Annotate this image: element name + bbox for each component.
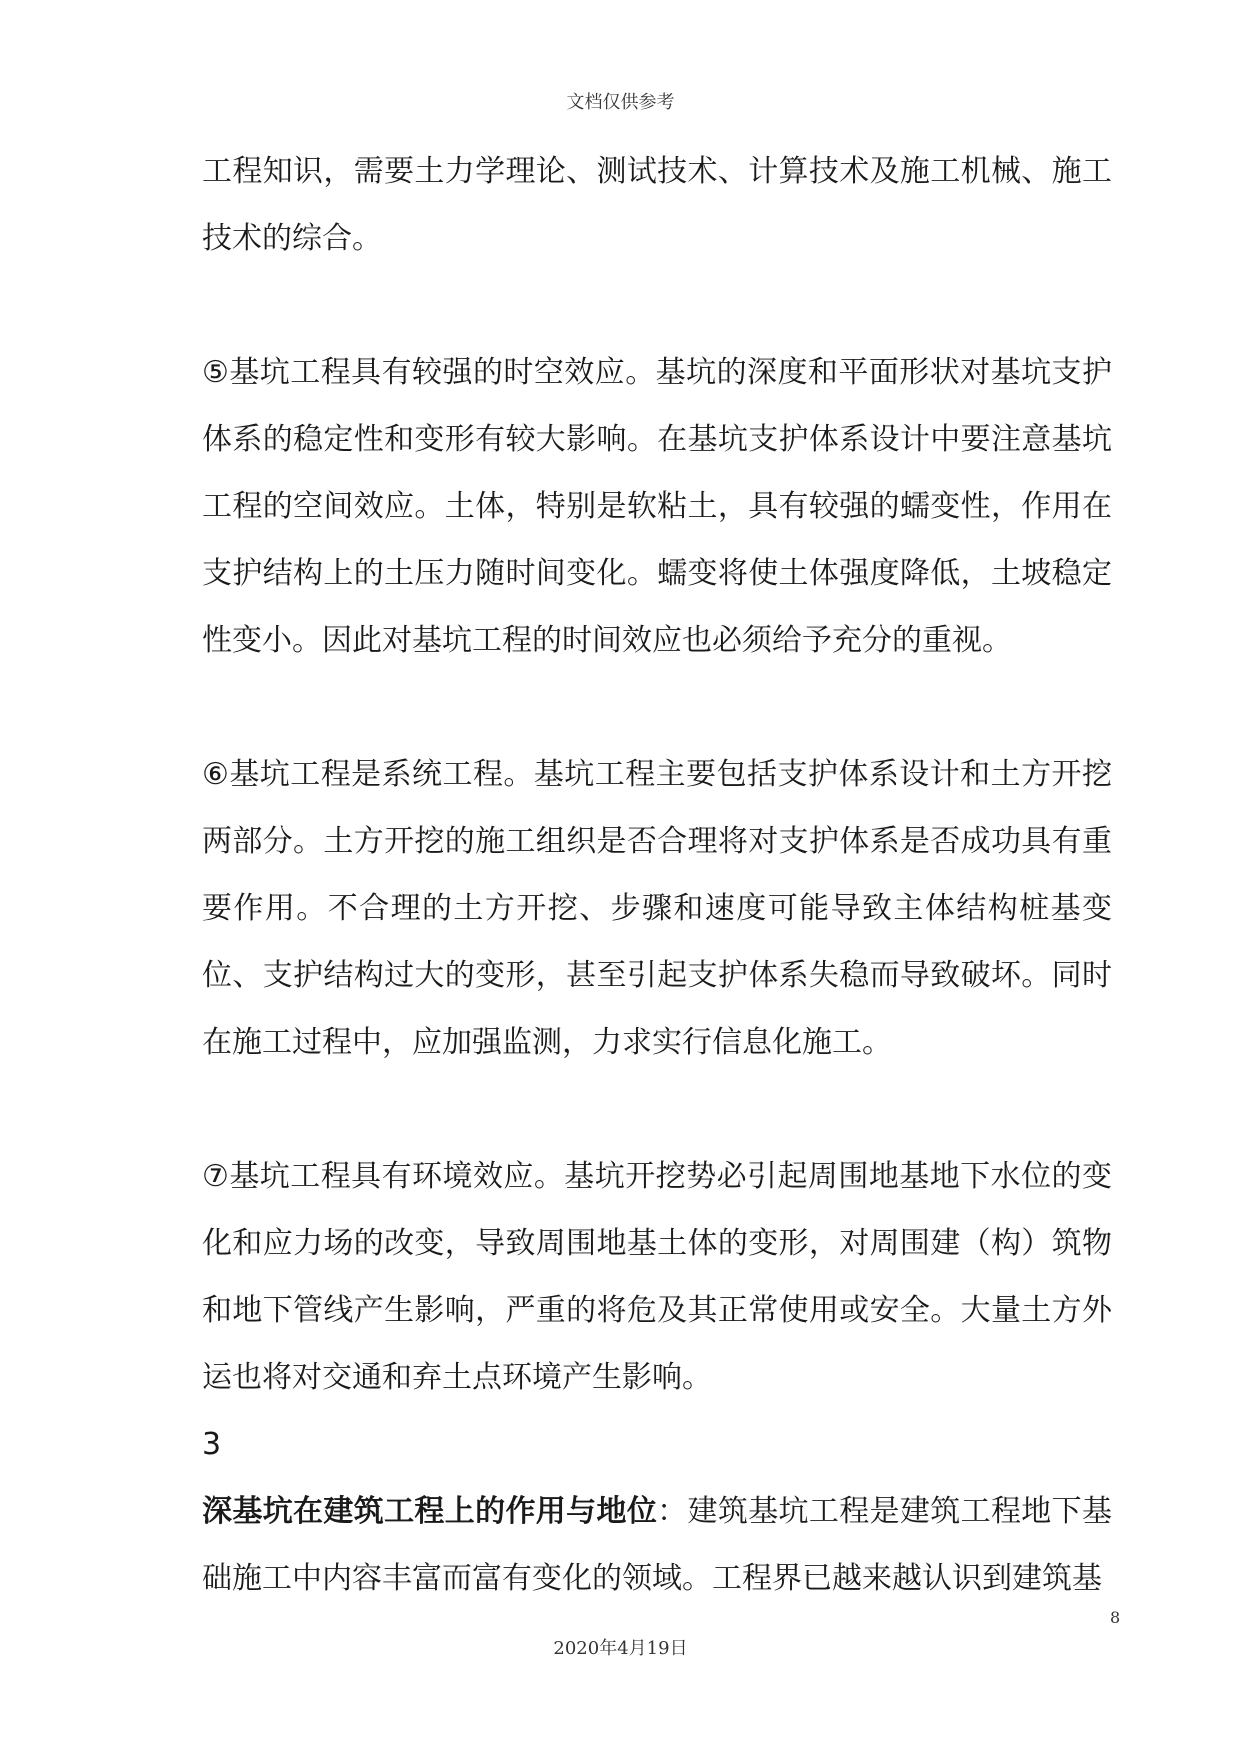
paragraph-item-6: ⑥基坑工程是系统工程。基坑工程主要包括支护体系设计和土方开挖两部分。土方开挖的施工组织是否合理将对支护体系是否成功具有重要作用。不合理的土方开挖、步骤和速度可能导致主体结构桩基变位、支护结构过大的变形，甚至引起支护体系失稳而导致破坏。同时在施工过程中，应加强监测，力求实行信息化施工。 bbox=[202, 757, 1112, 1060]
paragraph-item-5: ⑤基坑工程具有较强的时空效应。基坑的深度和平面形状对基坑支护体系的稳定性和变形有较大影响。在基坑支护体系设计中要注意基坑工程的空间效应。土体，特别是软粘土，具有较强的蠕变性，作用在支护结构上的土压力随时间变化。蠕变将使土体强度降低，土坡稳定性变小。因此对基坑工程的时间效应也必须给予充分的重视。 bbox=[202, 355, 1112, 658]
paragraph-gap bbox=[202, 272, 1112, 339]
page-header: 文档仅供参考 bbox=[566, 92, 675, 113]
page-number: 8 bbox=[1110, 1608, 1121, 1627]
paragraph-item-7: ⑦基坑工程具有环境效应。基坑开挖势必引起周围地基地下水位的变化和应力场的改变，导致周围地基土体的变形，对周围建（构）筑物和地下管线产生影响，严重的将危及其正常使用或安全。大量土方外运也将对交通和弃土点环境产生影响。 bbox=[202, 1159, 1112, 1395]
section-3-body: ：建筑基坑工程是建筑工程地下基础施工中内容丰富而富有变化的领域。工程界已越来越认识到建筑基 bbox=[202, 1494, 1112, 1596]
section-number: 3 bbox=[202, 1427, 222, 1462]
section-3-paragraph bbox=[202, 1478, 1112, 1612]
paragraph-gap bbox=[202, 674, 1112, 741]
document-body bbox=[202, 138, 1112, 1612]
paragraph-continuation: 工程知识，需要土力学理论、测试技术、计算技术及施工机械、施工技术的综合。 bbox=[202, 154, 1112, 256]
page-footer-date: 2020年4月19日 bbox=[553, 1638, 688, 1659]
section-3-bold-lead: 深基坑在建筑工程上的作用与地位 bbox=[202, 1494, 658, 1529]
paragraph-gap bbox=[202, 1076, 1112, 1143]
